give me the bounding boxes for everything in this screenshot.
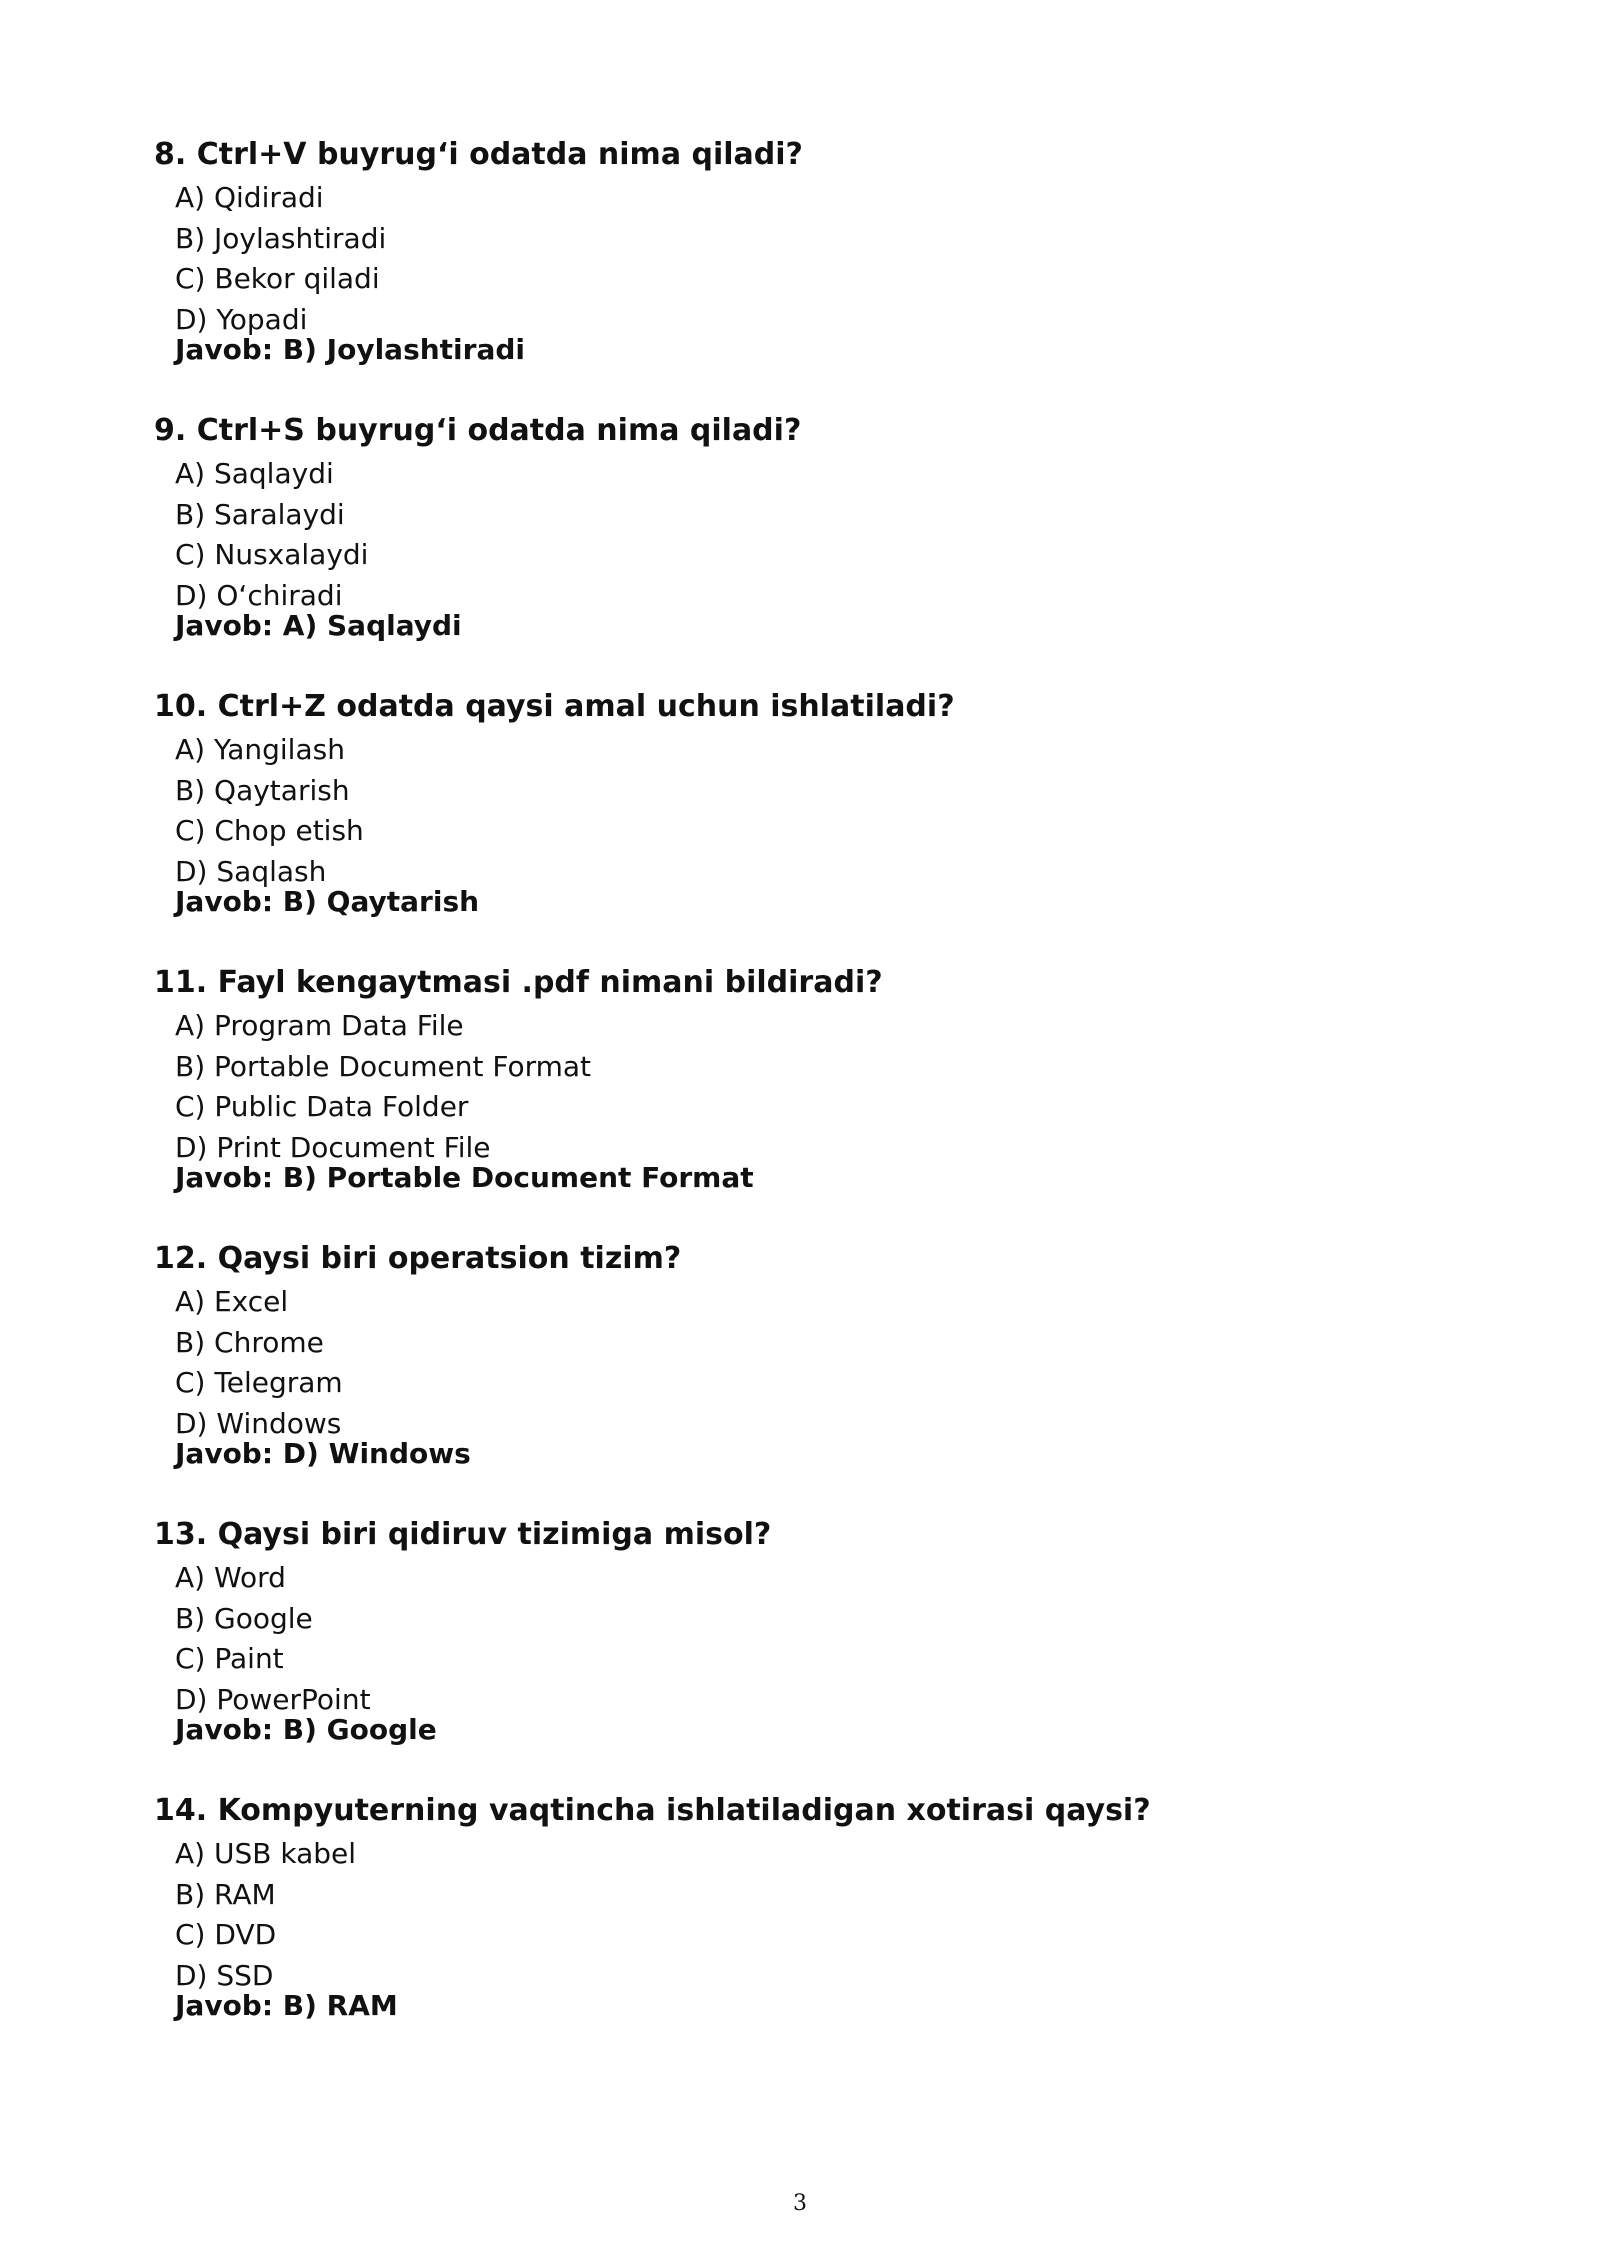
option-b: B) Google	[175, 1601, 313, 1635]
question-title: 9. Ctrl+S buyrug‘i odatda nima qiladi?	[154, 413, 802, 448]
option-a: A) Saqlaydi	[175, 457, 334, 490]
option-a: A) Program Data File	[175, 1009, 464, 1042]
option-b: B) Saralaydi	[175, 497, 345, 531]
option-c: C) Chop etish	[175, 814, 364, 847]
option-b: B) Chrome	[175, 1325, 324, 1359]
question-title: 11. Fayl kengaytmasi .pdf nimani bildiradi?	[154, 965, 883, 1000]
question-title: 8. Ctrl+V buyrug‘i odatda nima qiladi?	[154, 137, 803, 172]
option-d: D) Windows	[175, 1406, 342, 1440]
option-list	[175, 454, 368, 616]
option-c: C) Bekor qiladi	[175, 262, 380, 295]
question-title: 13. Qaysi biri qidiruv tizimiga misol?	[154, 1517, 772, 1552]
option-list	[175, 1006, 591, 1168]
answer: Javob: B) RAM	[175, 1989, 398, 2022]
option-list	[175, 1282, 343, 1444]
option-c: C) Paint	[175, 1642, 284, 1675]
option-a: A) Qidiradi	[175, 181, 324, 214]
option-b: B) Qaytarish	[175, 773, 350, 807]
option-d: D) SSD	[175, 1958, 274, 1992]
option-b: B) RAM	[175, 1877, 276, 1911]
option-c: C) Nusxalaydi	[175, 538, 369, 571]
answer: Javob: B) Qaytarish	[175, 885, 480, 918]
answer: Javob: D) Windows	[175, 1437, 471, 1470]
question-title: 14. Kompyuterning vaqtincha ishlatiladigan xotirasi qaysi?	[154, 1793, 1151, 1828]
answer: Javob: B) Portable Document Format	[175, 1161, 754, 1194]
option-list	[175, 730, 364, 892]
answer: Javob: A) Saqlaydi	[175, 609, 462, 642]
option-d: D) Yopadi	[175, 302, 308, 336]
answer: Javob: B) Google	[175, 1713, 437, 1746]
question-title: 12. Qaysi biri operatsion tizim?	[154, 1241, 682, 1276]
option-d: D) O‘chiradi	[175, 578, 343, 612]
option-list	[175, 178, 386, 340]
page-number: 3	[793, 2191, 807, 2216]
option-a: A) Word	[175, 1561, 286, 1594]
option-d: D) Saqlash	[175, 854, 327, 888]
option-d: D) Print Document File	[175, 1130, 491, 1164]
option-a: A) USB kabel	[175, 1837, 357, 1870]
question-title: 10. Ctrl+Z odatda qaysi amal uchun ishlatiladi?	[154, 689, 955, 724]
option-c: C) Telegram	[175, 1366, 343, 1399]
option-c: C) Public Data Folder	[175, 1090, 469, 1123]
option-b: B) Portable Document Format	[175, 1049, 592, 1083]
option-list	[175, 1834, 356, 1996]
answer: Javob: B) Joylashtiradi	[175, 333, 525, 366]
option-list	[175, 1558, 371, 1720]
option-d: D) PowerPoint	[175, 1682, 371, 1716]
option-c: C) DVD	[175, 1918, 277, 1951]
option-a: A) Excel	[175, 1285, 289, 1318]
option-b: B) Joylashtiradi	[175, 221, 387, 255]
option-a: A) Yangilash	[175, 733, 345, 766]
